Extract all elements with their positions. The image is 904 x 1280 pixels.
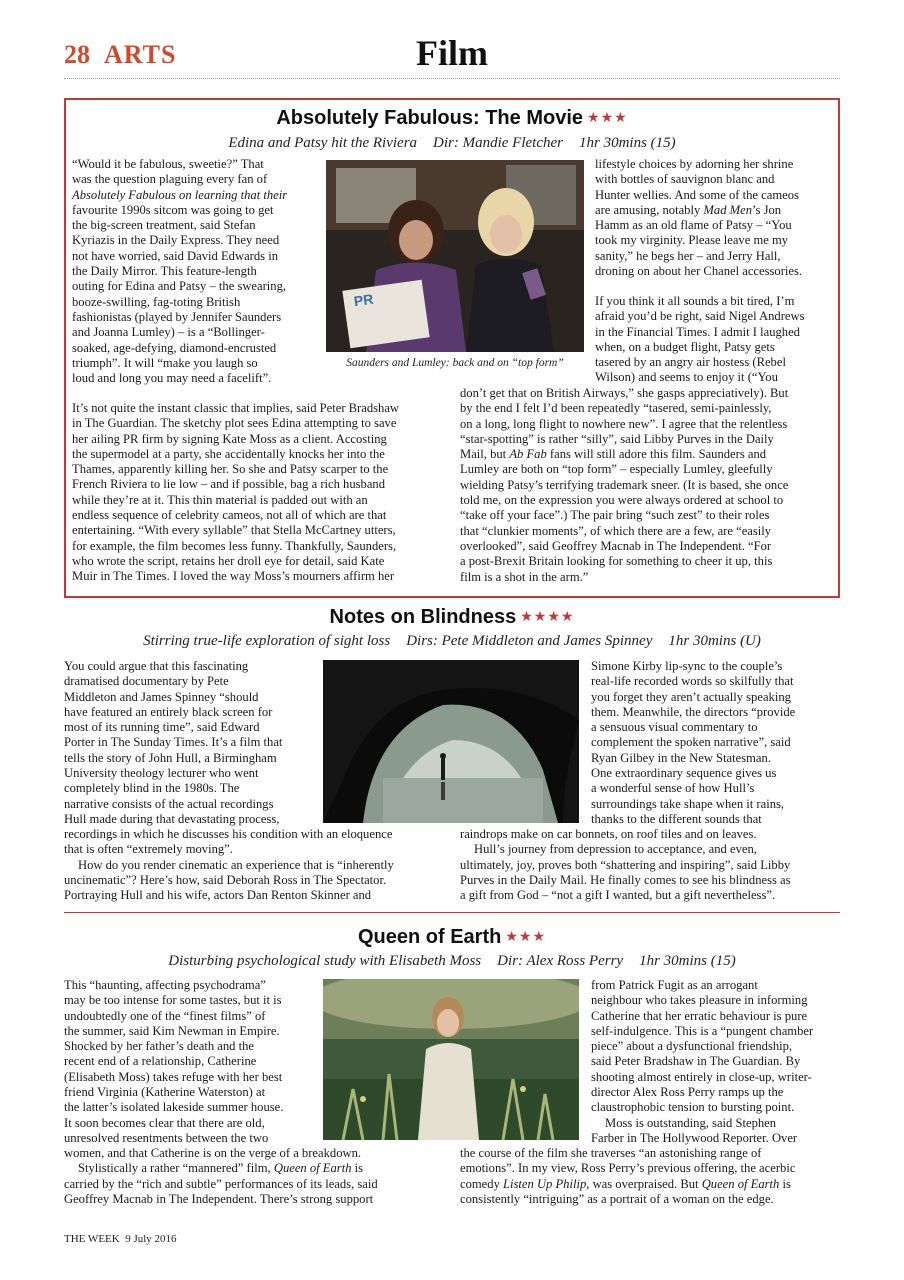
- page-title: Film: [416, 33, 488, 73]
- publication-name: THE WEEK: [64, 1233, 120, 1245]
- blindness-col-right-narrow: Simone Kirby lip-sync to the couple’s real-life recorded words so skilfully that you forget they aren’t actually speaking them. Meanwhile, the directors “provide a sensuous visual commentary to complement the spoken narrative”, said Ryan Gilbey in the New Statesman. One extraordinary sequence gives us a wonderful sense of how Hull’s surroundings take shape when it rains, thanks to the different sounds that: [591, 659, 796, 826]
- ab-fab-col-right-top: lifestyle choices by adorning her shrine with bottles of sauvignon blanc and Hunter wellies. And some of the cameos are amusing, notably Mad Men’s Jon Hamm as an old flame of Patsy – “You took my virginity. Please leave me my sanity,” he begs her – and Jerry Hall, droning on about her Chanel accessories.: [595, 157, 803, 279]
- queen-photo: [323, 979, 579, 1140]
- ab-fab-photo: [326, 160, 584, 352]
- ab-fab-col-left-2: It’s not quite the instant classic that implies, said Peter Bradshaw in The Guardian. The sketchy plot sees Edina attempting to save her ailing PR firm by signing Kate Moss as a client. Accosting the supermodel at a party, she accidentally knocks her into the Thames, apparently killing her. So she and Patsy scarper to the French Riviera to lie low – and if possible, bag a rich husband while they’re at it. This thin material is padded out with an endless sequence of celebrity cameos, not all of which are that entertaining. “With every syllable” that Stella McCartney utters, for example, the film becomes less funny. Thankfully, Saunders, who wrote the script, retains her droll eye for detail, said Kate Muir in The Times. I loved the way Moss’s mourners affirm her: [72, 401, 400, 584]
- star-rating: ★★★: [505, 928, 546, 944]
- review-title: [64, 926, 840, 949]
- star-rating: ★★★: [587, 109, 628, 125]
- issue-date: 9 July 2016: [125, 1233, 177, 1245]
- review-title-text: Notes on Blindness: [329, 606, 517, 628]
- ab-fab-col-right-bottom: don’t get that on British Airways,” she gasps appreciatively). But by the end I felt I’d been repeatedly “tasered, semi-painlessly, on a long, long flight to nowhere new”. I agree that the relentless “star-spotting” is rather “silly”, said Libby Purves in the Daily Mail, but Ab Fab fans will still adore this film. Saunders and Lumley are both on “top form” – especially Lumley, gleefully wielding Patsy’s terrifying trademark sneer. (It is based, she once told me, on the expression you were always ordered at school to “take off your face”.) The pair bring “such zest” to their roles that “clunkier moments”, of which there are a few, are “easily overlooked”, said Geoffrey Macnab in The Independent. “For a post-Brexit Britain looking for something to cheer it up, this film is a shot in the arm.”: [460, 386, 789, 584]
- runtime: 1hr 30mins (15): [579, 135, 676, 151]
- review-subtitle: [64, 953, 840, 970]
- queen-col-right-wide: the course of the film she traverses “an astonishing range of emotions”. In my view, Ross Perry’s previous offering, the acerbic comedy Listen Up Philip, was overpraised. But Queen of Earth is consistently “intriguing” as a portrait of a woman on the edge.: [460, 1146, 796, 1206]
- tagline: Edina and Patsy hit the Riviera: [228, 135, 418, 151]
- page-footer: [64, 1233, 177, 1245]
- director: Dir: Mandie Fletcher: [433, 135, 563, 151]
- ab-fab-col-left: “Would it be fabulous, sweetie?” That was the question plaguing every fan of Absolutely Fabulous on learning that their favourite 1990s sitcom was going to get the big-screen treatment, said Stefan Kyriazis in the Daily Express. They need not have worried, said David Edwards in the Daily Mirror. This feature-length outing for Edina and Patsy – the swearing, booze-swilling, fag-toting British fashionistas (played by Jennifer Saunders and Joanna Lumley) – is a “Bollinger- soaked, age-defying, diamond-encrusted triumph”. It will “make you laugh so loud and long you may need a facelift”.: [72, 157, 288, 386]
- review-title-text: Absolutely Fabulous: The Movie: [276, 107, 584, 129]
- review-subtitle: [64, 633, 840, 650]
- queen-col-right-narrow: from Patrick Fugit as an arrogant neighbour who takes pleasure in informing Catherine that her erratic behaviour is pure self-indulgence. This is a “pungent chamber piece” about a dysfunctional friendship, said Peter Bradshaw in The Guardian. By shooting almost entirely in close-up, writer- director Alex Ross Perry ramps up the claustrophobic tension to bursting point. Moss is outstanding, said Stephen Farber in The Hollywood Reporter. Over: [591, 978, 814, 1145]
- review-title-text: Queen of Earth: [357, 926, 502, 948]
- section-name: ARTS: [104, 40, 177, 69]
- queen-col-left-wide: women, and that Catherine is on the verge of a breakdown. Stylistically a rather “mannered” film, Queen of Earth is carried by the “rich and subtle” performances of its leads, said Geoffrey Macnab in The Independent. There’s strong support: [64, 1146, 378, 1206]
- director: Dir: Alex Ross Perry: [497, 953, 624, 969]
- svg-text:PR: PR: [352, 290, 375, 310]
- page-number: 28: [64, 40, 90, 69]
- blindness-col-right-wide: raindrops make on car bonnets, on roof tiles and on leaves. Hull’s journey from depression to acceptance, and even, ultimately, joy, proves both “shattering and inspiring”, said Libby Purves in the Daily Mail. He finally comes to see his blindness as a gift from God – “not a gift I wanted, but a gift nevertheless”.: [460, 827, 791, 903]
- blindness-photo: [323, 660, 579, 823]
- queen-col-left-narrow: This “haunting, affecting psychodrama” may be too intense for some tastes, but it is undoubtedly one of the “finest films” of the summer, said Kim Newman in Empire. Shocked by her father’s death and the recent end of a relationship, Catherine (Elisabeth Moss) takes refuge with her best friend Virginia (Katherine Waterston) at the latter’s isolated lakeside summer house. It soon becomes clear that there are old, unresolved resentments between the two: [64, 978, 284, 1145]
- photo-caption: Saunders and Lumley: back and on “top form”: [346, 357, 564, 369]
- tagline: Stirring true-life exploration of sight loss: [143, 633, 391, 649]
- director: Dirs: Pete Middleton and James Spinney: [406, 633, 653, 649]
- runtime: 1hr 30mins (15): [639, 953, 736, 969]
- blindness-col-left-wide: recordings in which he discusses his condition with an eloquence that is often “extremely moving”. How do you render cinematic an experience that is “inherently uncinematic”? Here’s how, said Deborah Ross in The Spectator. Portraying Hull and his wife, actors Dan Renton Skinner and: [64, 827, 394, 903]
- header-rule: [64, 78, 840, 79]
- star-rating: ★★★★: [520, 608, 575, 624]
- review-subtitle: [64, 135, 840, 152]
- ab-fab-col-right-mid: If you think it all sounds a bit tired, I’m afraid you’d be right, said Nigel Andrews in the Financial Times. I admit I laughed when, on a budget flight, Patsy gets tasered by an angry air hostess (Rebel Wilson) and seems to enjoy it (“You: [595, 294, 805, 385]
- review-title: [64, 107, 840, 130]
- runtime: 1hr 30mins (U): [668, 633, 761, 649]
- review-title: [64, 606, 840, 629]
- section-divider: [64, 912, 840, 913]
- blindness-col-left-narrow: You could argue that this fascinating dramatised documentary by Pete Middleton and James Spinney “should have featured an entirely black screen for most of its running time”, said Edward Porter in The Sunday Times. It’s a film that tells the story of John Hull, a Birmingham University theology lecturer who went completely blind in the 1980s. The narrative consists of the actual recordings Hull made during that devastating process,: [64, 659, 283, 826]
- tagline: Disturbing psychological study with Elisabeth Moss: [168, 953, 482, 969]
- page-header: [64, 33, 840, 78]
